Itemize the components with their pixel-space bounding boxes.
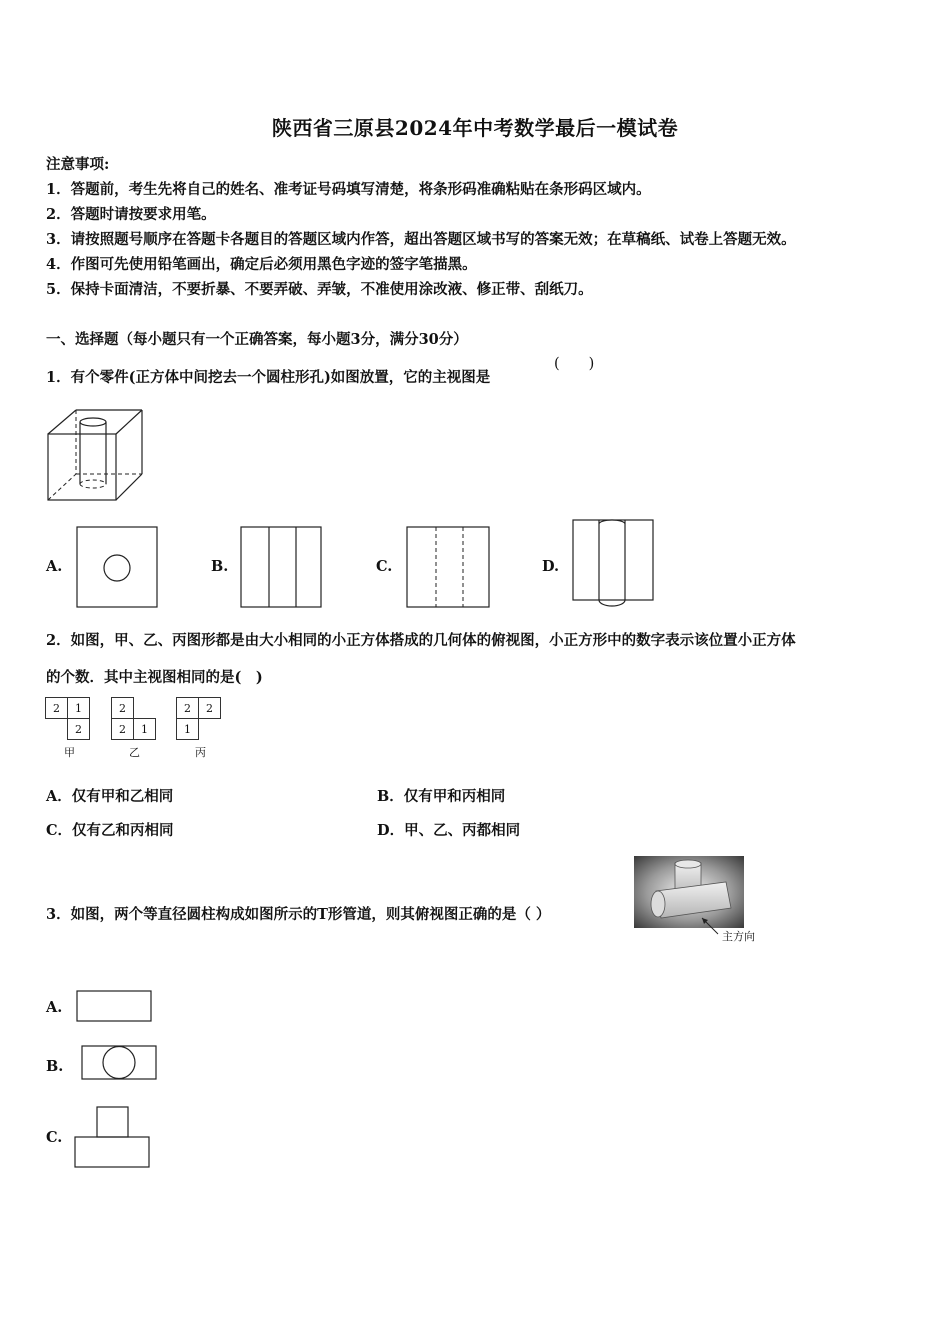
q1-option-a-label: A. [46,558,63,575]
grid-label: 甲 [64,746,75,759]
q3-option-a-figure [76,990,152,1023]
q1-answer-paren: ( ) [554,356,595,372]
notice-item: 2．答题时请按要求用笔。 [46,206,216,223]
grid-cell: 1 [141,723,148,736]
grid-cell: 2 [75,723,82,736]
notice-heading: 注意事项: [46,156,110,173]
grid-cell: 2 [119,702,126,715]
q2-text-line1: 2．如图，甲、乙、丙图形都是由大小相同的小正方体搭成的几何体的俯视图，小正方形中的数字表示该位置小正方体 [46,632,796,649]
q2-option-d: D．甲、乙、丙都相同 [377,822,521,839]
grid-cell: 2 [184,702,191,715]
grid-label: 丙 [195,746,206,759]
grid-cell: 2 [206,702,213,715]
q3-option-b-figure [81,1045,158,1081]
notice-item: 1．答题前，考生先将自己的姓名、准考证号码填写清楚，将条形码准确粘贴在条形码区域内。 [46,181,651,198]
q1-option-a-figure [76,526,158,608]
grid-label: 乙 [129,746,140,759]
q3-option-c-label: C. [46,1129,63,1146]
q3-arrow-label: 主方向 [722,930,755,943]
grid-cell: 1 [184,723,191,736]
q1-option-d-figure [572,518,656,610]
q1-option-b-figure [240,526,323,608]
section-heading: 一、选择题（每小题只有一个正确答案，每小题3分，满分30分） [46,331,468,348]
grid-cell: 2 [53,702,60,715]
q3-option-c-figure [74,1106,152,1169]
q3-option-b-label: B. [46,1058,64,1075]
q3-text: 3．如图，两个等直径圆柱构成如图所示的T形管道，则其俯视图正确的是（ ） [46,906,551,923]
q1-option-d-label: D. [542,558,560,575]
notice-item: 4．作图可先使用铅笔画出，确定后必须用黑色字迹的签字笔描黑。 [46,256,477,273]
q2-option-b: B．仅有甲和丙相同 [377,788,506,805]
q1-text: 1．有个零件(正方体中间挖去一个圆柱形孔)如图放置，它的主视图是 [46,369,491,386]
q2-option-a: A．仅有甲和乙相同 [46,788,174,805]
q3-option-a-label: A. [46,999,63,1016]
q1-option-b-label: B. [211,558,229,575]
q1-cube-figure [46,408,146,503]
grid-cell: 2 [119,723,126,736]
page-title: 陕西省三原县2024年中考数学最后一模试卷 [271,116,679,140]
q2-option-c: C．仅有乙和丙相同 [46,822,174,839]
notice-item: 3．请按照题号顺序在答题卡各题目的答题区域内作答，超出答题区域书写的答案无效；在草稿纸、试卷上答题无效。 [46,231,796,248]
q1-option-c-figure [406,526,490,608]
notice-item: 5．保持卡面清洁，不要折暴、不要弄破、弄皱，不准使用涂改液、修正带、刮纸刀。 [46,281,593,298]
grid-cell: 1 [75,702,82,715]
q1-option-c-label: C. [376,558,393,575]
q2-text-line2: 的个数．其中主视图相同的是( ) [46,669,263,686]
